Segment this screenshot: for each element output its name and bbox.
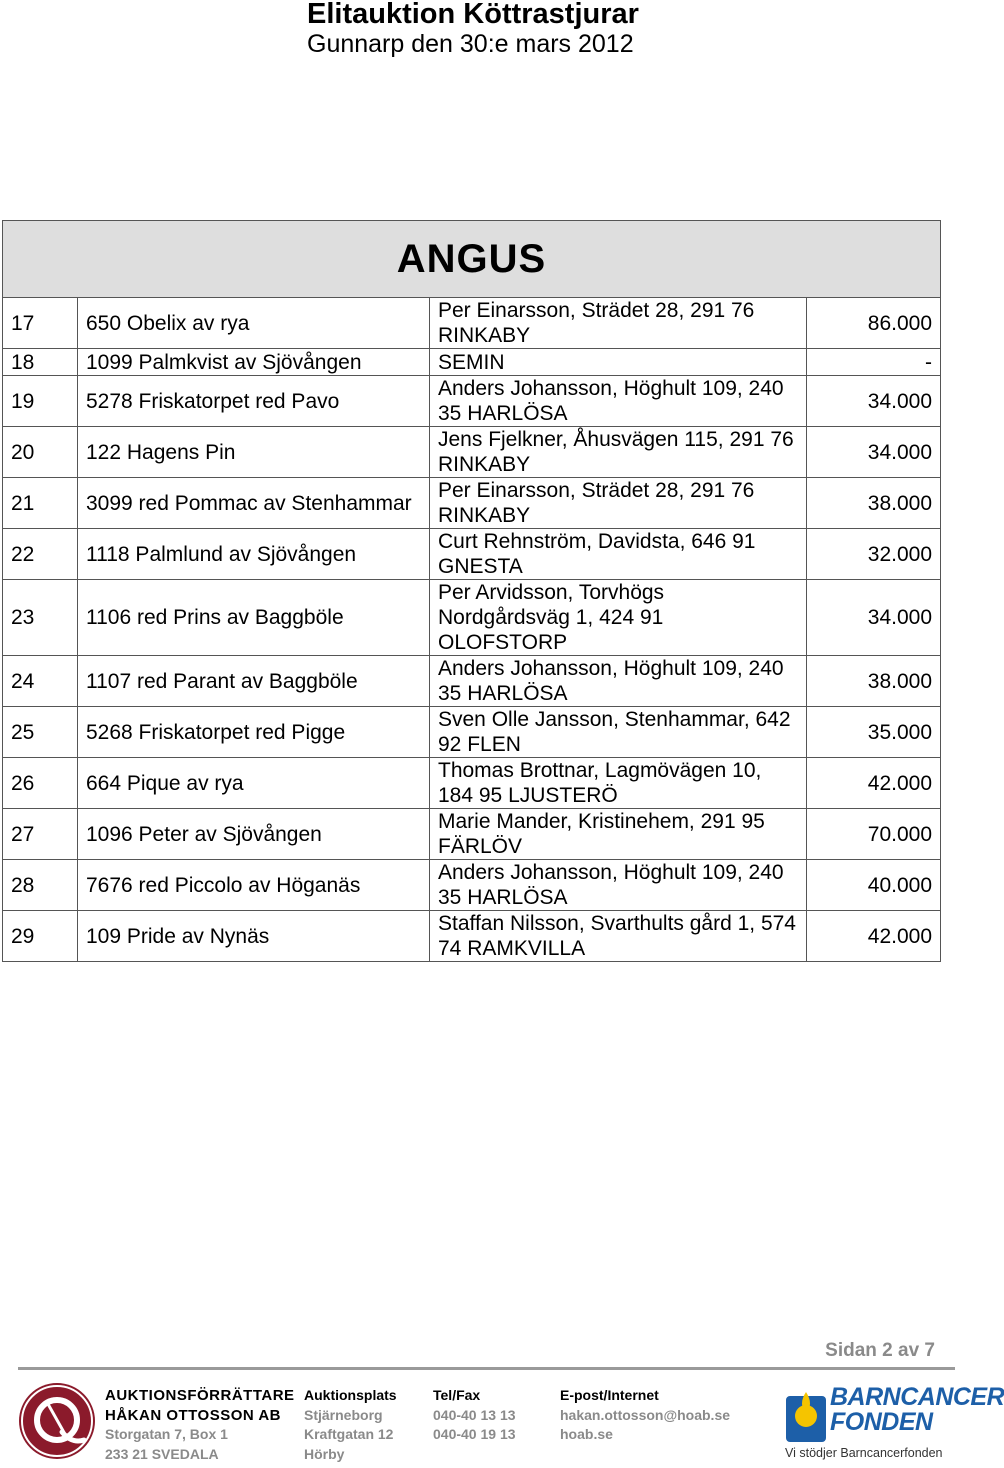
price-cell: 34.000: [807, 580, 941, 656]
page-footer: [0, 1330, 1004, 1468]
lot-number-cell: 21: [3, 478, 78, 529]
price-cell: 32.000: [807, 529, 941, 580]
barncancer-logo: [782, 1382, 1004, 1468]
website-link[interactable]: hoab.se: [560, 1426, 613, 1442]
animal-name-cell: 1107 red Parant av Baggböle: [78, 656, 430, 707]
buyer-cell: SEMIN: [430, 349, 807, 376]
auctioneer-heading: AUKTIONSFÖRRÄTTARE: [105, 1387, 295, 1404]
price-cell: 35.000: [807, 707, 941, 758]
buyer-cell: Marie Mander, Kristinehem, 291 95 FÄRLÖV: [430, 809, 807, 860]
table-row: [3, 809, 941, 860]
price-cell: 42.000: [807, 911, 941, 962]
buyer-cell: Anders Johansson, Höghult 109, 240 35 HARLÖSA: [430, 860, 807, 911]
price-cell: 34.000: [807, 376, 941, 427]
lot-number-cell: 29: [3, 911, 78, 962]
lot-number-cell: 18: [3, 349, 78, 376]
table-row: [3, 298, 941, 349]
animal-name-cell: 7676 red Piccolo av Höganäs: [78, 860, 430, 911]
price-cell: 42.000: [807, 758, 941, 809]
animal-name-cell: 5268 Friskatorpet red Pigge: [78, 707, 430, 758]
page-subtitle: Gunnarp den 30:e mars 2012: [307, 30, 634, 58]
table-row: [3, 911, 941, 962]
venue-street: Kraftgatan 12: [304, 1426, 394, 1442]
lot-number-cell: 19: [3, 376, 78, 427]
page-title: Elitauktion Köttrastjurar: [307, 0, 639, 30]
lot-number-cell: 24: [3, 656, 78, 707]
footer-divider: [18, 1367, 955, 1370]
animal-name-cell: 5278 Friskatorpet red Pavo: [78, 376, 430, 427]
table-row: [3, 529, 941, 580]
table-row: [3, 580, 941, 656]
venue-info: [304, 1386, 397, 1464]
buyer-cell: Per Einarsson, Strädet 28, 291 76 RINKABY: [430, 298, 807, 349]
buyer-cell: Sven Olle Jansson, Stenhammar, 642 92 FLEN: [430, 707, 807, 758]
price-cell: 38.000: [807, 478, 941, 529]
lot-number-cell: 28: [3, 860, 78, 911]
sponsor-name: [830, 1385, 1004, 1435]
phone-number: 040-40 13 13: [433, 1406, 516, 1423]
buyer-cell: Anders Johansson, Höghult 109, 240 35 HARLÖSA: [430, 656, 807, 707]
auctioneer-info: [105, 1386, 295, 1464]
animal-name-cell: 1099 Palmkvist av Sjövången: [78, 349, 430, 376]
email-info: [560, 1386, 730, 1445]
animal-name-cell: 650 Obelix av rya: [78, 298, 430, 349]
animal-name-cell: 1118 Palmlund av Sjövången: [78, 529, 430, 580]
lot-number-cell: 23: [3, 580, 78, 656]
buyer-cell: Thomas Brottnar, Lagmövägen 10, 184 95 LJUSTERÖ: [430, 758, 807, 809]
price-cell: 34.000: [807, 427, 941, 478]
animal-name-cell: 109 Pride av Nynäs: [78, 911, 430, 962]
table-row: [3, 376, 941, 427]
auction-table: [2, 220, 941, 962]
email-address[interactable]: hakan.ottosson@hoab.se: [560, 1406, 731, 1423]
lot-number-cell: 20: [3, 427, 78, 478]
price-cell: 86.000: [807, 298, 941, 349]
sponsor-flame-icon: [784, 1386, 828, 1444]
price-cell: -: [807, 349, 941, 376]
lot-number-cell: 26: [3, 758, 78, 809]
lot-number-cell: 22: [3, 529, 78, 580]
auctioneer-street: Storgatan 7, Box 1: [105, 1426, 228, 1442]
table-row: [3, 427, 941, 478]
lot-number-cell: 17: [3, 298, 78, 349]
table-row: [3, 478, 941, 529]
email-heading: E-post/Internet: [560, 1387, 659, 1403]
table-row: [3, 349, 941, 376]
table-row: [3, 707, 941, 758]
animal-name-cell: 122 Hagens Pin: [78, 427, 430, 478]
buyer-cell: Per Arvidsson, Torvhögs Nordgårdsväg 1, 424 91 OLOFSTORP: [430, 580, 807, 656]
buyer-cell: Jens Fjelkner, Åhusvägen 115, 291 76 RINKABY: [430, 427, 807, 478]
venue-city: Hörby: [304, 1445, 345, 1462]
sponsor-name-line1: BARNCANCER: [830, 1383, 1004, 1411]
buyer-cell: Anders Johansson, Höghult 109, 240 35 HARLÖSA: [430, 376, 807, 427]
sponsor-name-line2: FONDEN: [830, 1408, 933, 1436]
lot-number-cell: 25: [3, 707, 78, 758]
table-row: [3, 758, 941, 809]
price-cell: 38.000: [807, 656, 941, 707]
price-cell: 70.000: [807, 809, 941, 860]
auctioneer-logo: [18, 1382, 96, 1460]
phone-heading: Tel/Fax: [433, 1387, 481, 1403]
buyer-cell: Staffan Nilsson, Svarthults gård 1, 574 74 RAMKVILLA: [430, 911, 807, 962]
lot-number-cell: 27: [3, 809, 78, 860]
sponsor-tagline: Vi stödjer Barncancerfonden: [785, 1446, 943, 1460]
fax-number: 040-40 19 13: [433, 1426, 516, 1442]
table-row: [3, 860, 941, 911]
page-number: Sidan 2 av 7: [825, 1340, 935, 1361]
venue-heading: Auktionsplats: [304, 1387, 397, 1403]
animal-name-cell: 1096 Peter av Sjövången: [78, 809, 430, 860]
animal-name-cell: 1106 red Prins av Baggböle: [78, 580, 430, 656]
section-title: ANGUS: [3, 221, 941, 298]
auctioneer-city: 233 21 SVEDALA: [105, 1445, 219, 1462]
animal-name-cell: 664 Pique av rya: [78, 758, 430, 809]
phone-info: [433, 1386, 516, 1445]
table-row: [3, 656, 941, 707]
auctioneer-company: HÅKAN OTTOSSON AB: [105, 1406, 282, 1424]
animal-name-cell: 3099 red Pommac av Stenhammar: [78, 478, 430, 529]
buyer-cell: Curt Rehnström, Davidsta, 646 91 GNESTA: [430, 529, 807, 580]
price-cell: 40.000: [807, 860, 941, 911]
buyer-cell: Per Einarsson, Strädet 28, 291 76 RINKABY: [430, 478, 807, 529]
venue-name: Stjärneborg: [304, 1406, 383, 1423]
